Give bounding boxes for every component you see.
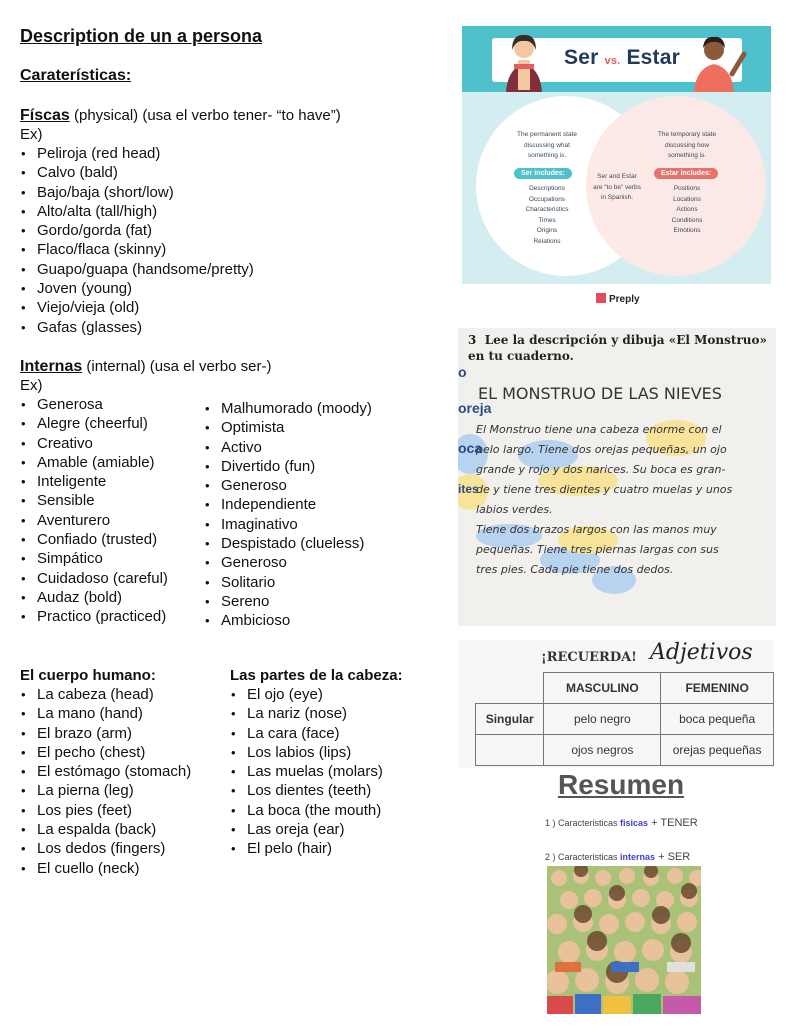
adjetivos-table-card <box>459 640 774 768</box>
list-item: • Los labios (lips) <box>230 743 383 762</box>
title-estar: Estar <box>626 46 680 69</box>
ser-estar-infographic <box>462 26 771 284</box>
list-item: • Los pies (feet) <box>20 801 191 820</box>
list-item: • La cara (face) <box>230 724 383 743</box>
list-item: • Generosa <box>20 395 168 414</box>
list-item: • Cuidadoso (careful) <box>20 569 168 588</box>
fisicas-list <box>20 144 254 337</box>
list-item: • Flaco/flaca (skinny) <box>20 240 254 259</box>
list-item: • La mano (hand) <box>20 704 191 723</box>
list-item: • Practico (practiced) <box>20 607 168 626</box>
resumen-line-1: 1 ) Caracteristicas fisicas + TENER <box>545 817 698 829</box>
table-row: ojos negros orejas pequeñas <box>476 735 774 766</box>
list-item: • Despistado (clueless) <box>204 534 372 553</box>
list-item: • Bajo/baja (short/low) <box>20 183 254 202</box>
resumen-line-2: 2 ) Caracteristicas internas + SER <box>545 851 691 863</box>
estar-items: Positions Locations Actions Conditions Emotions <box>671 185 703 234</box>
list-item: • Optimista <box>204 418 372 437</box>
crowd-photo <box>547 866 701 1014</box>
monstruo-description: El Monstruo tiene una cabeza enorme con el pelo largo. Tiene dos orejas pequeñas, un ojo grande y rojo y dos narices. Su boca es gran- de y tiene tres dientes y cuatro muelas y unos labios verdes. Tiene dos brazos largos con las manos muy pequeñas. Tiene tres piernas largas con sus tres pies. Cada pie tiene dos dedos. <box>476 423 733 576</box>
adjetivos-handwritten: Adjetivos <box>650 640 753 665</box>
cabeza-heading: Las partes de la cabeza: <box>230 667 403 684</box>
list-item: • El brazo (arm) <box>20 724 191 743</box>
list-item: • El ojo (eye) <box>230 685 383 704</box>
list-item: • Creativo <box>20 434 168 453</box>
resumen-title: Resumen <box>558 769 685 800</box>
caracteristicas-heading: Caraterísticas: <box>20 67 132 84</box>
list-item: • Los dedos (fingers) <box>20 839 191 858</box>
ser-items: Descriptions Occupations Characteristics Times Origins Relations <box>525 185 569 245</box>
cabeza-list <box>230 685 383 859</box>
ser-estar-shared: Ser and Estar are “to be” verbs in Spanish. <box>593 173 641 201</box>
internas-ex: Ex) <box>20 377 43 394</box>
monstruo-exercise: 3 Lee la descripción y dibuja «El Monstruo» en tu cuaderno. EL MONSTRUO DE LAS NIEVES o oreja oca ites El Monstruo tiene una cabeza enorme con el pelo largo. Tiene dos orejas pequeñas, un ojo grande y rojo y dos narices. Su boca es gran- de y tiene tres dientes y cuatro muelas y unos labios verdes. Tiene dos brazos largos con las manos muy pequeñas. Tiene tres piernas largas con sus tres pies. Cada pie tiene dos dedos. <box>458 328 776 626</box>
cuerpo-heading: El cuerpo humano: <box>20 667 156 684</box>
list-item: • Generoso <box>204 553 372 572</box>
estar-description: The temporary state discussing how something is. <box>657 131 717 159</box>
ser-description: The permanent state discussing what something is. <box>517 131 577 159</box>
preply-logo-icon <box>596 293 606 303</box>
list-item: • Las oreja (ear) <box>230 820 383 839</box>
internas-list-col2 <box>204 399 372 631</box>
page-title: Description de un a persona <box>20 26 263 46</box>
list-item: • Malhumorado (moody) <box>204 399 372 418</box>
list-item: • Sensible <box>20 491 168 510</box>
exercise-number: 3 <box>468 333 477 347</box>
list-item: • Guapo/guapa (handsome/pretty) <box>20 260 254 279</box>
table-row: Singular pelo negro boca pequeña <box>476 704 774 735</box>
list-item: • Gordo/gorda (fat) <box>20 221 254 240</box>
list-item: • La pierna (leg) <box>20 781 191 800</box>
preply-brand <box>596 293 640 305</box>
list-item: • Las muelas (molars) <box>230 762 383 781</box>
cuerpo-list <box>20 685 191 878</box>
list-item: • Viejo/vieja (old) <box>20 298 254 317</box>
list-item: • La espalda (back) <box>20 820 191 839</box>
list-item: • Alegre (cheerful) <box>20 414 168 433</box>
fisicas-ex: Ex) <box>20 126 43 143</box>
list-item: • Inteligente <box>20 472 168 491</box>
list-item: • El pelo (hair) <box>230 839 383 858</box>
list-item: • El estómago (stomach) <box>20 762 191 781</box>
list-item: • La boca (the mouth) <box>230 801 383 820</box>
fisicas-heading-line <box>20 106 341 125</box>
list-item: • Amable (amiable) <box>20 453 168 472</box>
list-item: • Generoso <box>204 476 372 495</box>
list-item: • El cuello (neck) <box>20 859 191 878</box>
fisicas-desc: (physical) (usa el verbo tener- “to have”) <box>69 107 341 124</box>
adjetivos-table <box>475 672 774 766</box>
list-item: • Calvo (bald) <box>20 163 254 182</box>
fisicas-heading: Físcas <box>20 107 70 124</box>
list-item: • Simpático <box>20 549 168 568</box>
list-item: • Ambicioso <box>204 611 372 630</box>
list-item: • Alto/alta (tall/high) <box>20 202 254 221</box>
list-item: • La cabeza (head) <box>20 685 191 704</box>
list-item: • Audaz (bold) <box>20 588 168 607</box>
ser-includes-pill: Ser includes: <box>514 168 572 179</box>
list-item: • Peliroja (red head) <box>20 144 254 163</box>
list-item: • Joven (young) <box>20 279 254 298</box>
teacher-figure-icon <box>492 30 556 92</box>
list-item: • Gafas (glasses) <box>20 318 254 337</box>
crowd-illustration <box>547 866 701 1014</box>
list-item: • Confiado (trusted) <box>20 530 168 549</box>
internas-heading-line <box>20 357 271 376</box>
infographic-title <box>564 46 680 70</box>
list-item: • Sereno <box>204 592 372 611</box>
exercise-instruction: 3 Lee la descripción y dibuja «El Monstruo» en tu cuaderno. <box>468 333 767 363</box>
title-ser: Ser <box>564 46 599 69</box>
student-figure-icon <box>682 30 752 92</box>
list-item: • Independiente <box>204 495 372 514</box>
list-item: • Solitario <box>204 573 372 592</box>
monstruo-subtitle: EL MONSTRUO DE LAS NIEVES <box>478 384 722 403</box>
list-item: • Activo <box>204 438 372 457</box>
list-item: • El pecho (chest) <box>20 743 191 762</box>
list-item: • Aventurero <box>20 511 168 530</box>
preply-label: Preply <box>609 294 640 305</box>
list-item: • Imaginativo <box>204 515 372 534</box>
internas-heading: Internas <box>20 358 83 375</box>
internas-list-col1 <box>20 395 168 627</box>
list-item: • Los dientes (teeth) <box>230 781 383 800</box>
internas-desc: (internal) (usa el verbo ser-) <box>82 358 272 375</box>
list-item: • Divertido (fun) <box>204 457 372 476</box>
table-row: MASCULINO FEMENINO <box>476 673 774 704</box>
title-vs: vs. <box>604 55 621 67</box>
list-item: • La nariz (nose) <box>230 704 383 723</box>
recuerda-label: ¡RECUERDA! <box>541 650 637 665</box>
estar-includes-pill: Estar includes: <box>654 168 718 179</box>
